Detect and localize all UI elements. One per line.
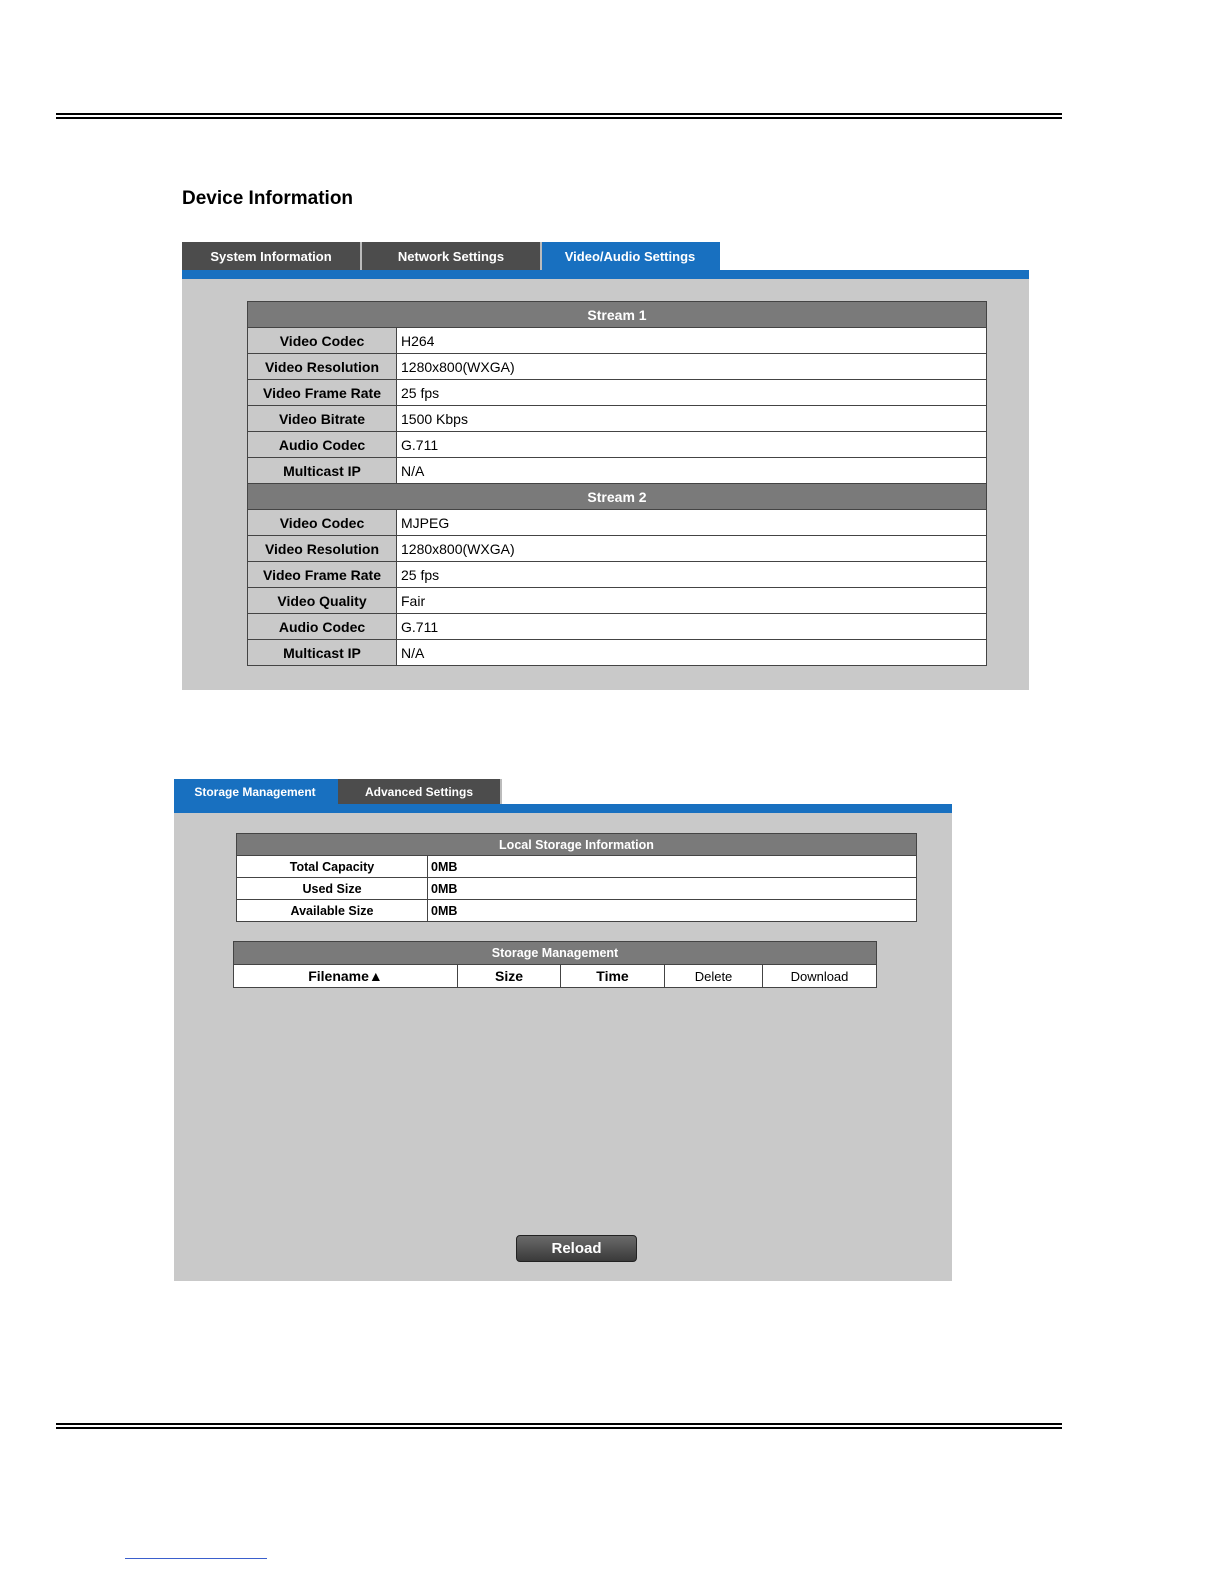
table-row	[248, 510, 987, 536]
local-storage-table	[236, 833, 917, 922]
row-label: Available Size	[237, 900, 428, 922]
table-row	[248, 562, 987, 588]
table-row	[248, 432, 987, 458]
bottom-divider	[56, 1423, 1062, 1429]
stream-title: Stream 2	[248, 484, 987, 510]
row-value: Fair	[397, 588, 987, 614]
table-row	[248, 640, 987, 666]
row-value: 25 fps	[397, 562, 987, 588]
table-row	[248, 354, 987, 380]
row-value: N/A	[397, 458, 987, 484]
row-label: Total Capacity	[237, 856, 428, 878]
tab-advanced-settings[interactable]: Advanced Settings	[338, 779, 502, 804]
device-info-tabbar	[182, 242, 720, 270]
row-label: Audio Codec	[248, 614, 397, 640]
row-label: Audio Codec	[248, 432, 397, 458]
row-value: G.711	[397, 614, 987, 640]
stream-header	[248, 302, 987, 328]
row-value: 0MB	[428, 856, 917, 878]
footer-underline	[125, 1558, 267, 1559]
table-row	[248, 380, 987, 406]
tab-system-information[interactable]: System Information	[182, 242, 362, 270]
row-label: Multicast IP	[248, 458, 397, 484]
column-time: Time	[561, 965, 665, 988]
table-row	[248, 614, 987, 640]
table-row	[237, 900, 917, 922]
row-value: 1500 Kbps	[397, 406, 987, 432]
video-audio-table	[247, 301, 987, 666]
row-label: Video Frame Rate	[248, 562, 397, 588]
row-value: 1280x800(WXGA)	[397, 536, 987, 562]
table-row	[248, 458, 987, 484]
column-filename[interactable]: Filename▲	[234, 965, 458, 988]
storage-management-table	[233, 941, 877, 988]
storage-tabbar	[174, 779, 502, 804]
column-download: Download	[763, 965, 877, 988]
row-label: Video Codec	[248, 328, 397, 354]
row-label: Video Resolution	[248, 354, 397, 380]
row-value: 25 fps	[397, 380, 987, 406]
storage-management-title: Storage Management	[234, 942, 877, 965]
row-label: Video Frame Rate	[248, 380, 397, 406]
row-label: Video Resolution	[248, 536, 397, 562]
row-value: H264	[397, 328, 987, 354]
stream-title: Stream 1	[248, 302, 987, 328]
top-divider	[56, 113, 1062, 119]
table-row	[248, 588, 987, 614]
storage-management-header	[234, 942, 877, 965]
tab-storage-management[interactable]: Storage Management	[174, 779, 338, 804]
column-header-row	[234, 965, 877, 988]
row-label: Used Size	[237, 878, 428, 900]
page-title: Device Information	[182, 188, 354, 209]
tab-network-settings[interactable]: Network Settings	[362, 242, 542, 270]
tab-underline	[174, 804, 952, 813]
row-value: 1280x800(WXGA)	[397, 354, 987, 380]
row-label: Video Quality	[248, 588, 397, 614]
table-row	[237, 878, 917, 900]
table-row	[248, 406, 987, 432]
reload-button[interactable]: Reload	[516, 1235, 637, 1262]
tab-video-audio-settings[interactable]: Video/Audio Settings	[542, 242, 720, 270]
row-value: 0MB	[428, 878, 917, 900]
row-label: Video Codec	[248, 510, 397, 536]
row-label: Multicast IP	[248, 640, 397, 666]
table-row	[237, 856, 917, 878]
local-storage-header	[237, 834, 917, 856]
row-value: G.711	[397, 432, 987, 458]
row-value: MJPEG	[397, 510, 987, 536]
local-storage-title: Local Storage Information	[237, 834, 917, 856]
row-value: N/A	[397, 640, 987, 666]
column-size: Size	[458, 965, 561, 988]
row-value: 0MB	[428, 900, 917, 922]
stream-header	[248, 484, 987, 510]
row-label: Video Bitrate	[248, 406, 397, 432]
tab-underline	[182, 270, 1029, 279]
table-row	[248, 536, 987, 562]
table-row	[248, 328, 987, 354]
column-delete: Delete	[665, 965, 763, 988]
